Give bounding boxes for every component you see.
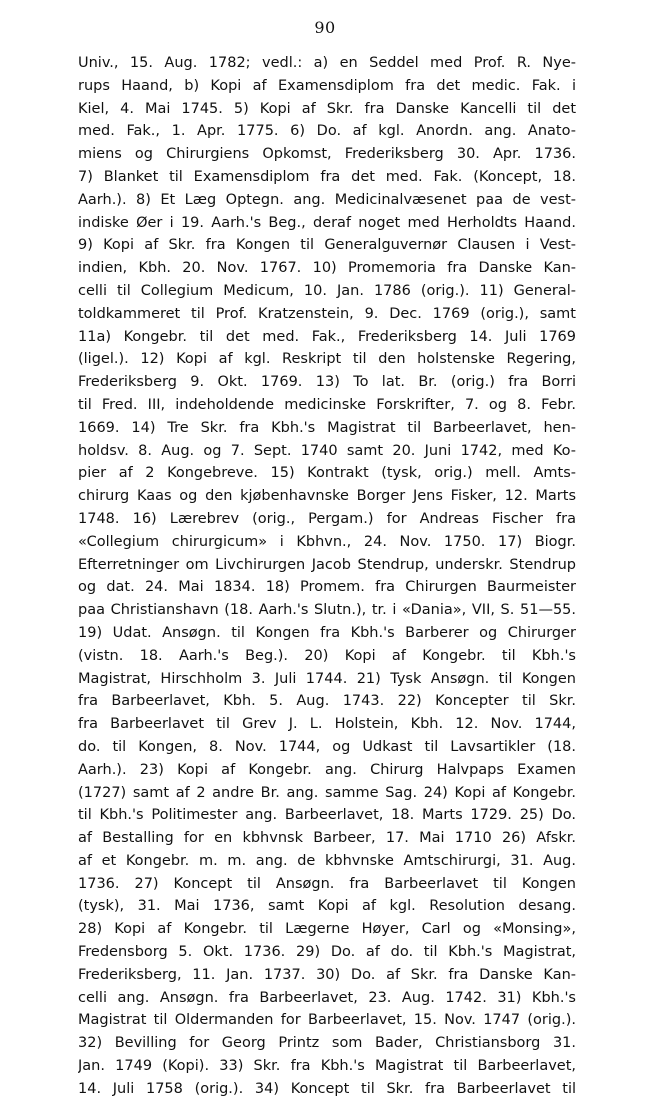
- text-line: og dat. 24. Mai 1834. 18) Promem. fra Chirurgen Baurmeister: [78, 579, 576, 596]
- text-line: Univ., 15. Aug. 1782; vedl.: a) en Seddel med Prof. R. Nye-: [78, 55, 576, 71]
- text-line: 14. Juli 1758 (orig.). 34) Koncept til Skr. fra Barbeerlavet til: [78, 1080, 576, 1097]
- text-line: 11a) Kongebr. til det med. Fak., Frederiksberg 14. Juli 1769: [78, 328, 576, 345]
- text-line: (vistn. 18. Aarh.'s Beg.). 20) Kopi af Kongebr. til Kbh.'s: [78, 647, 576, 664]
- text-line: pier af 2 Kongebreve. 15) Kontrakt (tysk, orig.) mell. Amts-: [78, 465, 576, 482]
- text-line: 1736. 27) Koncept til Ansøgn. fra Barbeerlavet til Kongen: [78, 875, 576, 892]
- text-line: 28) Kopi af Kongebr. til Lægerne Høyer, Carl og «Monsing»,: [78, 921, 576, 938]
- text-line: «Collegium chirurgicum» i Kbhvn., 24. Nov. 1750. 17) Biogr.: [78, 533, 576, 550]
- text-line: Magistrat, Hirschholm 3. Juli 1744. 21) Tysk Ansøgn. til Kongen: [78, 670, 576, 687]
- text-line: (1727) samt af 2 andre Br. ang. samme Sag. 24) Kopi af Kongebr.: [78, 784, 576, 801]
- text-line: indien, Kbh. 20. Nov. 1767. 10) Promemoria fra Danske Kan-: [78, 260, 576, 277]
- text-line: af Bestalling for en kbhvnsk Barbeer, 17. Mai 1710 26) Afskr.: [78, 830, 576, 847]
- text-line: miens og Chirurgiens Opkomst, Frederiksberg 30. Apr. 1736.: [78, 146, 576, 163]
- text-line: toldkammeret til Prof. Kratzenstein, 9. Dec. 1769 (orig.), samt: [78, 305, 576, 322]
- text-line: chirurg Kaas og den kjøbenhavnske Borger Jens Fisker, 12. Marts: [78, 488, 576, 505]
- text-line: fra Barbeerlavet, Kbh. 5. Aug. 1743. 22) Koncepter til Skr.: [78, 693, 576, 710]
- text-line: Efterretninger om Livchirurgen Jacob Stendrup, underskr. Stendrup: [78, 556, 576, 573]
- text-line: 1748. 16) Lærebrev (orig., Pergam.) for Andreas Fischer fra: [78, 510, 576, 527]
- text-line: Kiel, 4. Mai 1745. 5) Kopi af Skr. fra Danske Kancelli til det: [78, 100, 576, 117]
- text-line: indiske Øer i 19. Aarh.'s Beg., deraf noget med Herholdts Haand.: [78, 214, 576, 231]
- text-line: (ligel.). 12) Kopi af kgl. Reskript til den holstenske Regering,: [78, 351, 576, 368]
- text-line: Jan. 1749 (Kopi). 33) Skr. fra Kbh.'s Magistrat til Barbeerlavet,: [78, 1058, 576, 1075]
- text-line: 1669. 14) Tre Skr. fra Kbh.'s Magistrat til Barbeerlavet, hen-: [78, 419, 576, 436]
- text-line: 19) Udat. Ansøgn. til Kongen fra Kbh.'s Barberer og Chirurger: [78, 624, 576, 641]
- text-line: Aarh.). 23) Kopi af Kongebr. ang. Chirurg Halvpaps Examen: [78, 761, 576, 778]
- text-line: 32) Bevilling for Georg Printz som Bader, Christiansborg 31.: [78, 1035, 576, 1052]
- text-line: celli ang. Ansøgn. fra Barbeerlavet, 23. Aug. 1742. 31) Kbh.'s: [78, 989, 576, 1006]
- text-line: Aarh.). 8) Et Læg Optegn. ang. Medicinalvæsenet paa de vest-: [78, 191, 576, 208]
- text-line: rups Haand, b) Kopi af Examensdiplom fra det medic. Fak. i: [78, 77, 576, 94]
- text-line: paa Christianshavn (18. Aarh.'s Slutn.), tr. i «Dania», VII, S. 51—55.: [78, 602, 576, 619]
- text-line: do. til Kongen, 8. Nov. 1744, og Udkast til Lavsartikler (18.: [78, 738, 576, 755]
- text-line: af et Kongebr. m. m. ang. de kbhvnske Amtschirurgi, 31. Aug.: [78, 852, 576, 869]
- text-line: Fredensborg 5. Okt. 1736. 29) Do. af do. til Kbh.'s Magistrat,: [78, 944, 576, 961]
- text-line: (tysk), 31. Mai 1736, samt Kopi af kgl. Resolution desang.: [78, 898, 576, 915]
- text-line: 7) Blanket til Examensdiplom fra det med. Fak. (Koncept, 18.: [78, 168, 576, 185]
- text-line: Frederiksberg, 11. Jan. 1737. 30) Do. af Skr. fra Danske Kan-: [78, 966, 576, 983]
- text-line: Magistrat til Oldermanden for Barbeerlavet, 15. Nov. 1747 (orig.).: [78, 1012, 576, 1029]
- page-number: 90: [314, 18, 336, 37]
- body-text: [78, 52, 576, 1101]
- text-line: til Kbh.'s Politimester ang. Barbeerlavet, 18. Marts 1729. 25) Do.: [78, 807, 576, 824]
- text-line: Frederiksberg 9. Okt. 1769. 13) To lat. Br. (orig.) fra Borri: [78, 374, 576, 391]
- text-line: 9) Kopi af Skr. fra Kongen til Generalguvernør Clausen i Vest-: [78, 237, 576, 254]
- text-line: holdsv. 8. Aug. og 7. Sept. 1740 samt 20. Juni 1742, med Ko-: [78, 442, 576, 459]
- text-line: med. Fak., 1. Apr. 1775. 6) Do. af kgl. Anordn. ang. Anato-: [78, 123, 576, 140]
- text-line: til Fred. III, indeholdende medicinske Forskrifter, 7. og 8. Febr.: [78, 396, 576, 413]
- text-line: fra Barbeerlavet til Grev J. L. Holstein, Kbh. 12. Nov. 1744,: [78, 716, 576, 733]
- text-line: celli til Collegium Medicum, 10. Jan. 1786 (orig.). 11) General-: [78, 282, 576, 299]
